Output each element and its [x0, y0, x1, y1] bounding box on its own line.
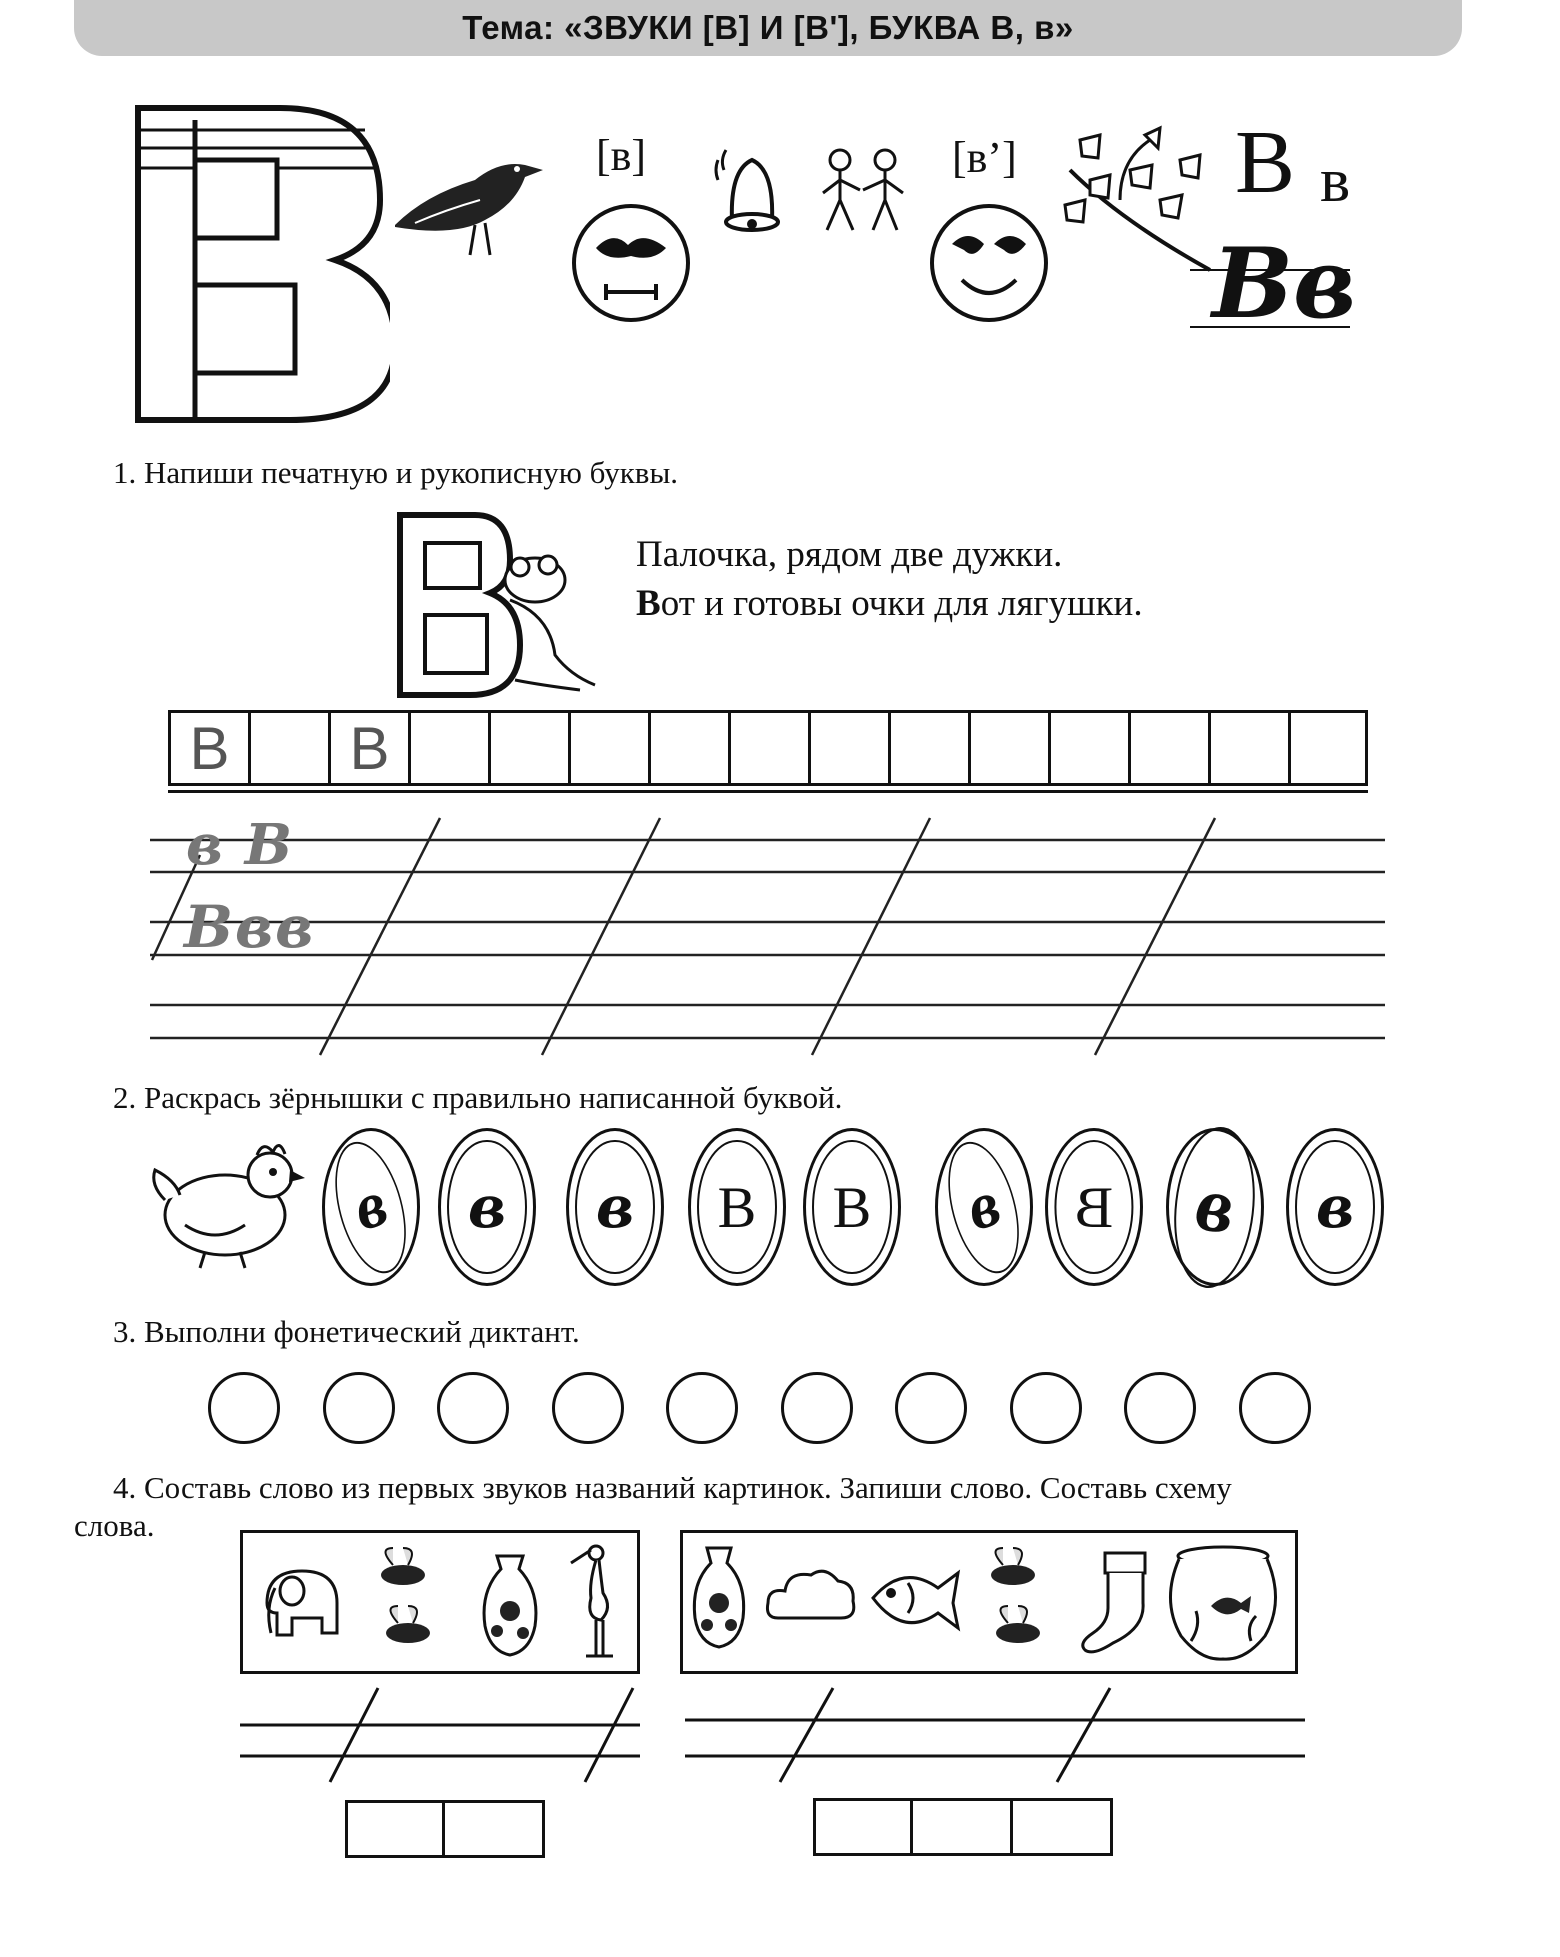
grain-bubble[interactable] — [688, 1128, 786, 1286]
grain-bubble[interactable] — [1286, 1128, 1384, 1286]
print-lower-letter: в — [1320, 144, 1351, 215]
page-title: Тема: «ЗВУКИ [В] И [В'], БУКВА В, в» — [462, 9, 1074, 46]
scheme-cell[interactable] — [1013, 1798, 1113, 1856]
grain-letter: в — [1295, 1140, 1374, 1275]
letter-cell[interactable] — [728, 710, 808, 786]
phonetic-circle[interactable] — [323, 1372, 395, 1444]
grain-bubble[interactable] — [935, 1128, 1033, 1286]
phonetic-circle[interactable] — [1124, 1372, 1196, 1444]
soft-sound-label: [в’] — [952, 133, 1017, 182]
scheme-cell[interactable] — [445, 1800, 545, 1858]
vase-icon — [687, 1543, 751, 1653]
grain-bubble[interactable] — [438, 1128, 536, 1286]
grain-letter: в — [1166, 1120, 1263, 1293]
scheme-cell[interactable] — [913, 1798, 1013, 1856]
letter-cell[interactable] — [1208, 710, 1288, 786]
letter-cell[interactable] — [1288, 710, 1368, 786]
grain-letter: В — [697, 1140, 776, 1275]
phonetic-circle[interactable] — [895, 1372, 967, 1444]
letter-cell[interactable] — [1128, 710, 1208, 786]
picture-box-1 — [240, 1530, 640, 1674]
letter-cell[interactable] — [968, 710, 1048, 786]
cursive-sample-row2: Ввв — [184, 893, 316, 961]
grain-bubble[interactable] — [322, 1128, 420, 1286]
hen-icon — [145, 1130, 310, 1270]
phonetic-circle[interactable] — [781, 1372, 853, 1444]
cursive-writing-lines[interactable] — [150, 810, 1390, 1060]
task2-instruction: 2. Раскрась зёрнышки с правильно написанной буквой. — [113, 1080, 843, 1115]
letter-b-frog-icon — [380, 505, 605, 700]
children-icon — [815, 145, 910, 235]
cursive-sample-row1 — [186, 812, 314, 878]
letter-cell[interactable]: В — [328, 710, 408, 786]
grain-letter: в — [323, 1134, 419, 1281]
phonetic-circle[interactable] — [1010, 1372, 1082, 1444]
flies-icon — [973, 1543, 1063, 1663]
phonetic-circle[interactable] — [552, 1372, 624, 1444]
picture-box-2 — [680, 1530, 1298, 1674]
task3-instruction: 3. Выполни фонетический диктант. — [113, 1314, 580, 1349]
letter-cell[interactable] — [408, 710, 488, 786]
cursive-letter-pair: Вв — [1212, 227, 1357, 340]
fish-icon — [863, 1553, 963, 1643]
title-bar — [74, 0, 1462, 56]
letter-cell[interactable] — [488, 710, 568, 786]
phonetic-circle[interactable] — [1239, 1372, 1311, 1444]
cursive-sample-upper: В — [244, 812, 315, 878]
flies-icon — [363, 1543, 453, 1663]
aquarium-icon — [1161, 1541, 1286, 1665]
grain-letter: в — [447, 1140, 526, 1275]
task4-instruction-line1: 4. Составь слово из первых звуков названий картинок. Запиши слово. Составь схему — [113, 1470, 1232, 1505]
word-scheme-2 — [813, 1798, 1113, 1856]
phonetic-circle[interactable] — [437, 1372, 509, 1444]
letter-cell[interactable] — [888, 710, 968, 786]
grain-letter: В — [812, 1140, 891, 1275]
task4-instruction-line2: слова. — [74, 1508, 155, 1543]
print-letter-row — [168, 710, 1368, 793]
poem-bold-letter: В — [636, 583, 661, 624]
phonetic-circle[interactable] — [208, 1372, 280, 1444]
task4-writing-lines[interactable] — [235, 1680, 1310, 1800]
scheme-cell[interactable] — [813, 1798, 913, 1856]
bell-icon — [712, 140, 792, 240]
cursive-sample-lower: в — [186, 812, 245, 878]
cloud-icon — [763, 1563, 858, 1633]
vase-icon — [475, 1551, 545, 1659]
big-letter-b-icon — [130, 100, 390, 430]
poem — [636, 530, 1143, 628]
grain-letter: в — [575, 1140, 654, 1275]
grain-letter: в — [936, 1134, 1032, 1281]
hard-sound-face-icon — [568, 200, 694, 326]
stork-icon — [561, 1538, 621, 1663]
print-upper-letter: В — [1235, 113, 1296, 212]
soft-sound-face-icon — [926, 200, 1052, 326]
task1-instruction: 1. Напиши печатную и рукописную буквы. — [113, 455, 679, 490]
letter-cell[interactable] — [568, 710, 648, 786]
letter-cell[interactable] — [1048, 710, 1128, 786]
elephant-icon — [257, 1563, 345, 1648]
poem-line-2 — [636, 579, 1143, 628]
poem-line-1: Палочка, рядом две дужки. — [636, 534, 1063, 575]
grain-bubble[interactable] — [803, 1128, 901, 1286]
letter-cell[interactable]: В — [168, 710, 248, 786]
grain-letter: В — [1054, 1140, 1133, 1275]
scheme-cell[interactable] — [345, 1800, 445, 1858]
letter-cell[interactable] — [808, 710, 888, 786]
letter-cell[interactable] — [248, 710, 328, 786]
grain-bubble[interactable] — [1166, 1128, 1264, 1286]
sock-icon — [1073, 1548, 1153, 1658]
crow-icon — [385, 145, 545, 265]
grain-bubble[interactable] — [1045, 1128, 1143, 1286]
grain-bubble[interactable] — [566, 1128, 664, 1286]
poem-line-2-rest: от и готовы очки для лягушки. — [660, 583, 1143, 624]
letter-cell[interactable] — [648, 710, 728, 786]
phonetic-circle[interactable] — [666, 1372, 738, 1444]
word-scheme-1 — [345, 1800, 545, 1858]
birch-branch-icon — [1060, 120, 1220, 280]
hard-sound-label: [в] — [596, 131, 647, 180]
